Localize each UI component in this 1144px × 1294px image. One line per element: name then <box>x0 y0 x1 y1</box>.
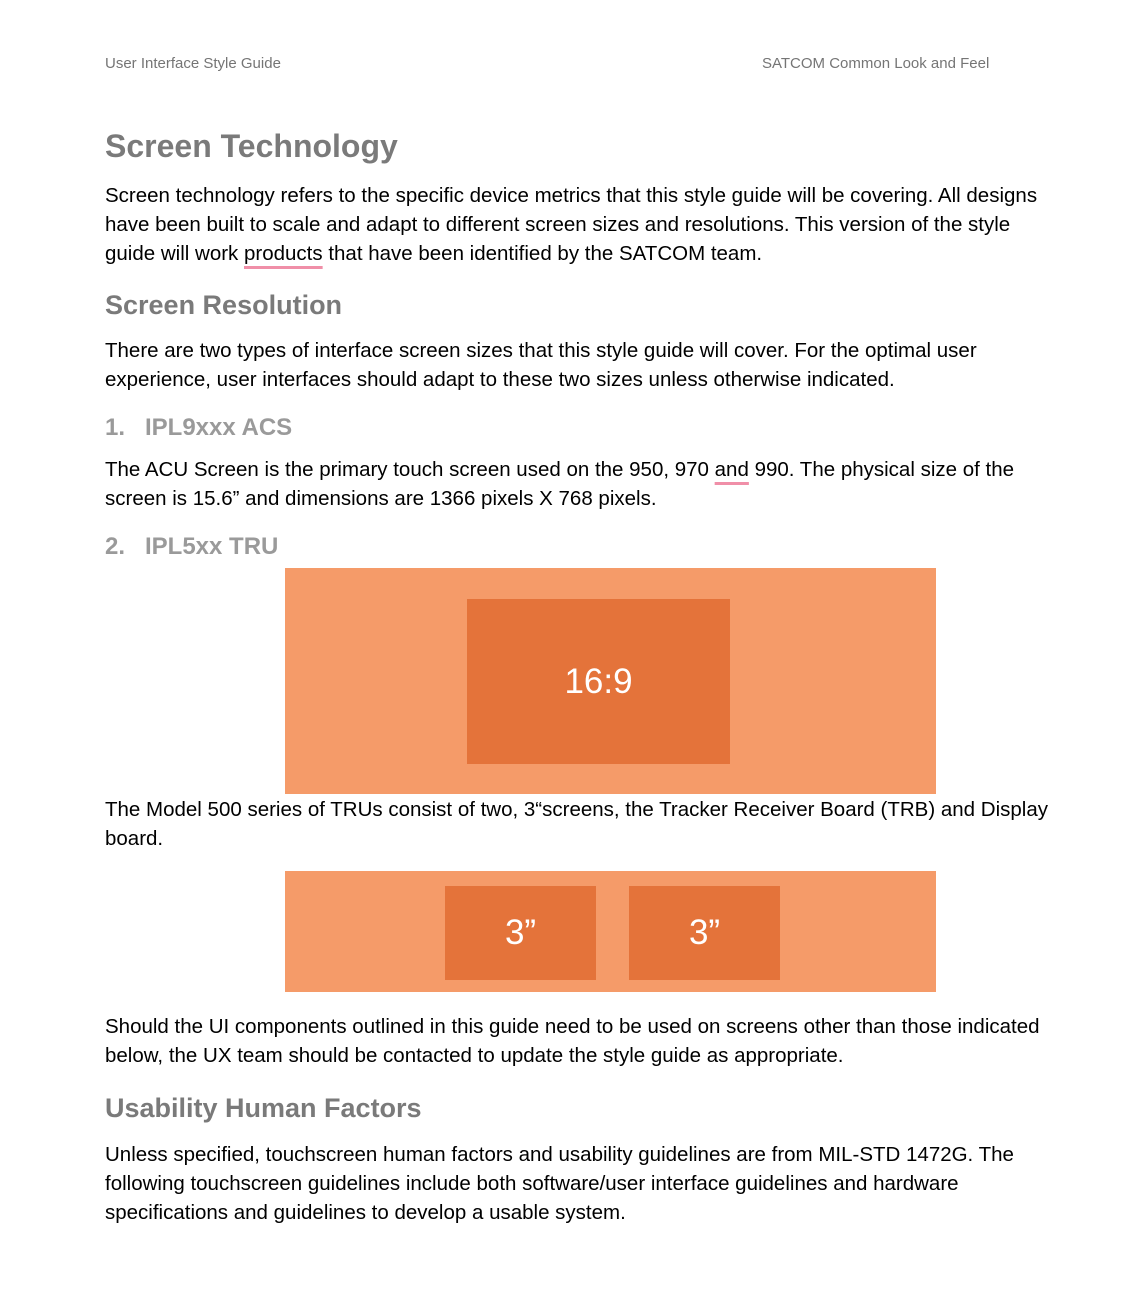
aspect-ratio-label: 16:9 <box>564 661 633 701</box>
aspect-ratio-diagram <box>285 568 936 794</box>
spellcheck-flagged-word[interactable]: products <box>244 242 323 265</box>
acu-text-part1: The ACU Screen is the primary touch screen used on the 950, 970 <box>105 458 715 481</box>
acu-screen-paragraph <box>105 455 1050 513</box>
list-number-1: 1. <box>105 414 126 441</box>
list-title-1: IPL9xxx ACS <box>145 414 293 441</box>
acu-text-part2: 990. The physical size of the screen is 15.6” and dimensions are 1366 pixels X 768 pixels. <box>105 458 1015 510</box>
section-title: Screen Technology <box>105 128 398 164</box>
spellcheck-flagged-word[interactable]: and <box>714 458 749 481</box>
list-item-heading-1 <box>105 413 292 443</box>
list-title-2: IPL5xx TRU <box>145 533 279 560</box>
tru-paragraph: The Model 500 series of TRUs consist of two, 3“screens, the Tracker Receiver Board (TRB) and Display board. <box>105 798 1048 850</box>
screen-box-1 <box>445 886 596 980</box>
screen-resolution-paragraph: There are two types of interface screen sizes that this style guide will cover. For the optimal user experience, user interfaces should adapt to these two sizes unless otherwise indicated. <box>105 339 977 391</box>
screen-box-2 <box>629 886 780 980</box>
dual-screen-diagram <box>285 871 936 992</box>
running-header-right: SATCOM Common Look and Feel <box>762 55 990 72</box>
screen-size-label-1: 3” <box>504 913 537 952</box>
running-header-left: User Interface Style Guide <box>105 55 281 72</box>
intro-text-part2: that have been identified by the SATCOM team. <box>322 242 763 265</box>
aspect-ratio-screen <box>467 599 730 764</box>
list-item-heading-2 <box>105 532 278 562</box>
intro-paragraph <box>105 181 1050 268</box>
screen-resolution-heading: Screen Resolution <box>105 290 343 320</box>
contact-ux-paragraph: Should the UI components outlined in this guide need to be used on screens other than those indicated below, the UX team should be contacted to update the style guide as appropriate. <box>105 1015 1040 1067</box>
list-number-2: 2. <box>105 533 126 560</box>
screen-size-label-2: 3” <box>688 913 721 952</box>
intro-text-part1: Screen technology refers to the specific device metrics that this style guide will be covering. All designs have been built to scale and adapt to different screen sizes and resolutions. This version of the style guide will work <box>105 184 1038 265</box>
usability-paragraph: Unless specified, touchscreen human factors and usability guidelines are from MIL-STD 1472G. The following touchscreen guidelines include both software/user interface guidelines and hardware specifications and guidelines to develop a usable system. <box>105 1143 1014 1224</box>
usability-heading: Usability Human Factors <box>105 1093 422 1123</box>
